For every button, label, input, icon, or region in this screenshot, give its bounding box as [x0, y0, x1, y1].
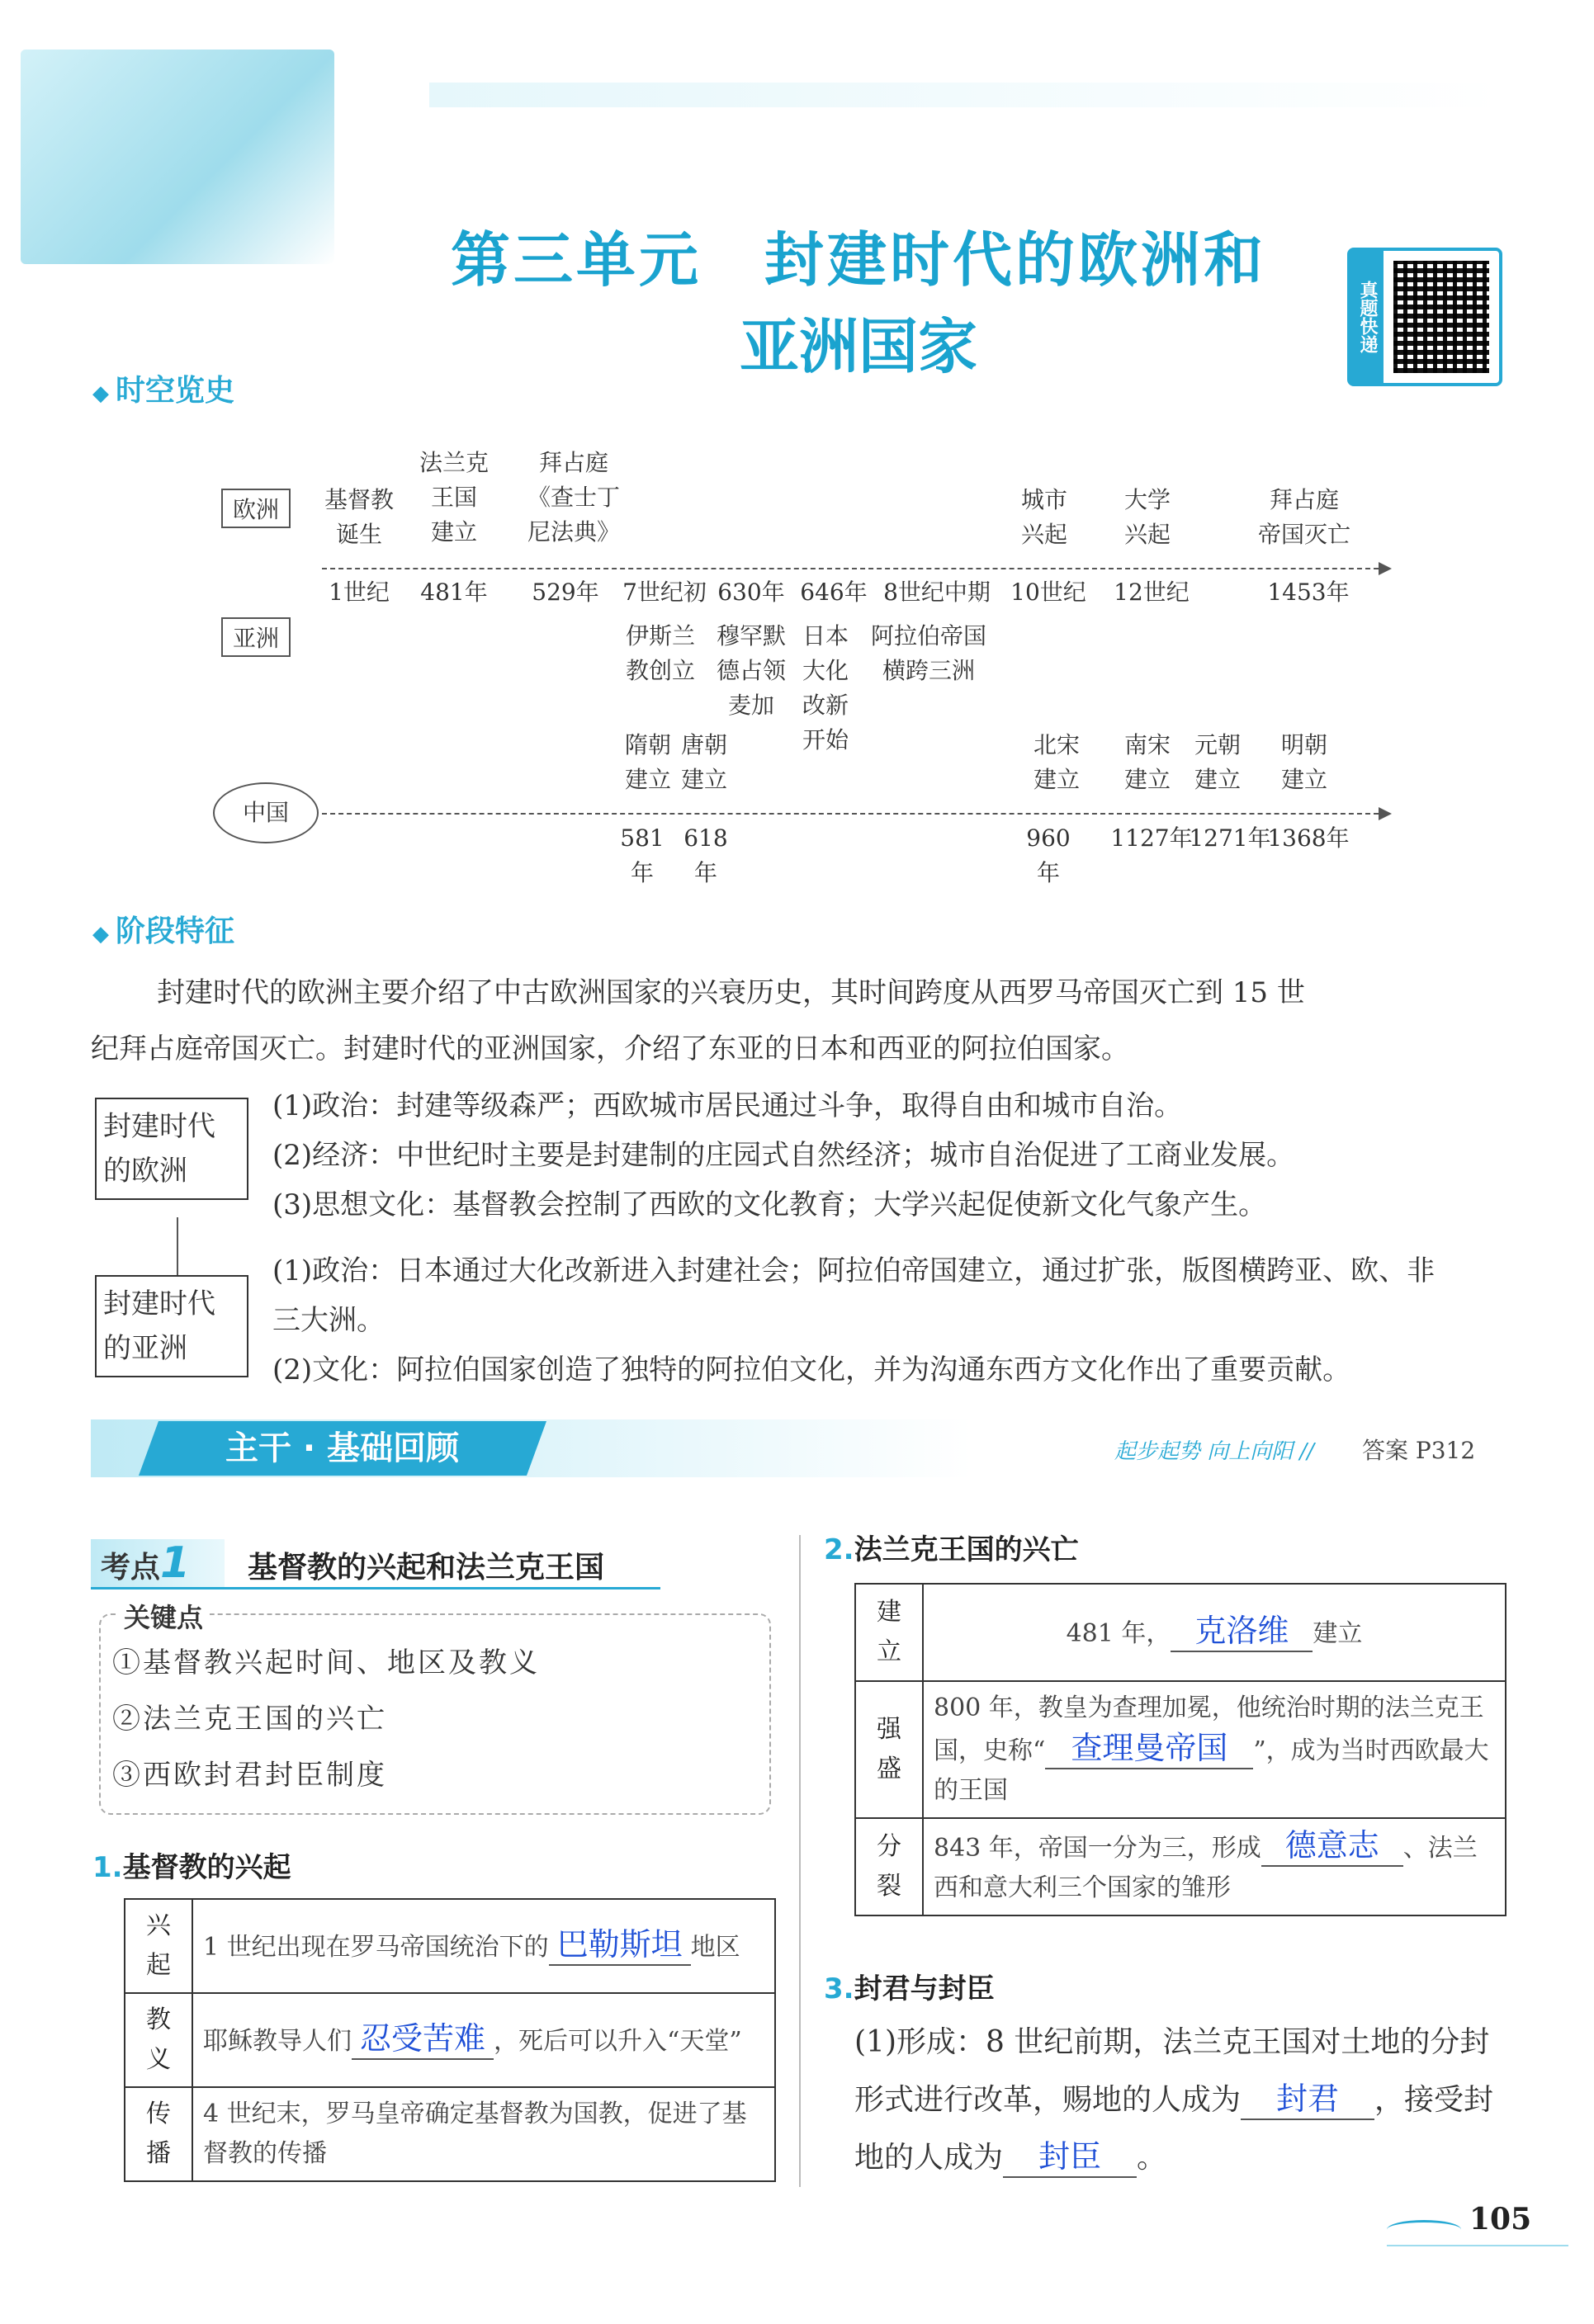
footer-line — [1387, 2245, 1568, 2246]
row-content: 481 年， 克洛维 建立 — [923, 1584, 1506, 1681]
year-529: 529年 — [532, 579, 599, 606]
event-christianity: 基督教 诞生 — [324, 486, 394, 548]
section-heading-features: ◆ 阶段特征 — [92, 914, 235, 948]
asia-feature-list — [272, 1246, 1527, 1395]
unit-title-line2: 亚洲国家 — [739, 311, 977, 381]
region-label-china: 中国 — [213, 782, 319, 843]
christianity-table — [124, 1898, 776, 2182]
key-point-item: ③西欧封君封臣制度 — [112, 1759, 387, 1792]
kaodian-title: 基督教的兴起和法兰克王国 — [248, 1551, 605, 1585]
qr-code-icon — [1393, 261, 1489, 373]
timeline-axis-europe — [322, 568, 1379, 569]
year-8c: 8世纪中期 — [883, 579, 991, 606]
event-frank: 法兰克 王国 建立 — [419, 449, 489, 546]
event-arab-empire: 阿拉伯帝国 横跨三洲 — [870, 622, 986, 684]
event-byzantine-code: 拜占庭 《查士丁 尼法典》 — [527, 449, 620, 546]
table-row — [125, 1899, 775, 1993]
row-content: 800 年，教皇为查理加冕，他统治时期的法兰克王国，史称“ 查理曼帝国 ”，成为当时西欧最大的王国 — [923, 1681, 1506, 1818]
row-label: 兴起 — [125, 1899, 192, 1993]
row-content: 843 年，帝国一分为三，形成 德意志 、法兰西和意大利三个国家的雏形 — [923, 1818, 1506, 1915]
arrow-right-icon — [1379, 807, 1392, 820]
key-points-box — [99, 1602, 771, 1815]
page-number: 105 — [1469, 2202, 1532, 2237]
intro-line-2: 纪拜占庭帝国灭亡。封建时代的亚洲国家，介绍了东亚的日本和西亚的阿拉伯国家。 — [91, 1032, 1129, 1065]
diamond-icon: ◆ — [92, 922, 109, 947]
region-label-asia: 亚洲 — [221, 617, 291, 657]
arrow-right-icon — [1379, 562, 1392, 575]
row-content: 4 世纪末，罗马皇帝确定基督教为国教，促进了基督教的传播 — [192, 2087, 775, 2181]
diamond-icon: ◆ — [92, 381, 109, 406]
subheading-frank: 2.法兰克王国的兴亡 — [824, 1533, 1079, 1566]
box-connector — [177, 1217, 178, 1279]
wave-icon — [1387, 2220, 1461, 2239]
answer-fill[interactable]: 克洛维 — [1171, 1611, 1313, 1652]
row-label: 分裂 — [855, 1818, 923, 1915]
year-1c: 1世纪 — [329, 579, 390, 606]
event-islam: 伊斯兰 教创立 — [625, 622, 695, 684]
column-divider — [799, 1535, 801, 2187]
event-tang: 唐朝 建立 — [680, 731, 727, 793]
event-universities: 大学 兴起 — [1123, 486, 1171, 548]
year-630: 630年 — [717, 579, 785, 606]
timeline-axis-china — [322, 813, 1379, 815]
key-points-title: 关键点 — [117, 1597, 210, 1635]
asia-feature-box: 封建时代 的亚洲 — [95, 1275, 248, 1377]
year-618: 618年 — [683, 824, 728, 886]
row-label: 强盛 — [855, 1681, 923, 1818]
event-mecca: 穆罕默 德占领 麦加 — [716, 622, 786, 719]
event-ming: 明朝 建立 — [1280, 731, 1327, 793]
europe-feature-list — [272, 1081, 1527, 1230]
answer-fill[interactable]: 封臣 — [1003, 2137, 1137, 2178]
qr-code-box[interactable] — [1347, 248, 1502, 386]
year-1368: 1368年 — [1267, 824, 1350, 852]
review-bar-label: 主干 · 基础回顾 — [139, 1421, 546, 1476]
row-label: 教义 — [125, 1993, 192, 2087]
table-row — [855, 1681, 1506, 1818]
year-1453: 1453年 — [1267, 579, 1350, 606]
year-12c: 12世纪 — [1114, 579, 1190, 606]
event-yuan: 元朝 建立 — [1194, 731, 1241, 793]
table-row — [125, 2087, 775, 2181]
year-581: 581年 — [620, 824, 665, 886]
answer-fill[interactable]: 忍受苦难 — [352, 2019, 494, 2060]
year-7c: 7世纪初 — [622, 579, 707, 606]
table-row — [855, 1818, 1506, 1915]
header-banner-image — [21, 50, 334, 264]
row-content: 耶稣教导人们 忍受苦难 ，死后可以升入“天堂” — [192, 1993, 775, 2087]
row-label: 建立 — [855, 1584, 923, 1681]
vassal-paragraph: (1)形成：8 世纪前期，法兰克王国对土地的分封形式进行改革，赐地的人成为 封君 ，接受封地的人成为 封臣 。 — [854, 2014, 1506, 2187]
key-point-item: ①基督教兴起时间、地区及教义 — [112, 1646, 540, 1679]
kaodian-header — [91, 1539, 660, 1589]
year-960: 960年 — [1026, 824, 1071, 886]
row-content: 1 世纪出现在罗马帝国统治下的 巴勒斯坦 地区 — [192, 1899, 775, 1993]
year-646: 646年 — [800, 579, 868, 606]
event-cities: 城市 兴起 — [1020, 486, 1067, 548]
answer-reference: 答案 P312 — [1362, 1437, 1476, 1464]
qr-label: 真题快递 — [1350, 251, 1384, 383]
event-taika: 日本 大化 改新 开始 — [802, 622, 849, 753]
event-south-song: 南宋 建立 — [1123, 731, 1171, 793]
intro-line-1: 封建时代的欧洲主要介绍了中古欧洲国家的兴衰历史，其时间跨度从西罗马帝国灭亡到 15 世 — [157, 976, 1305, 1009]
table-row — [125, 1993, 775, 2087]
europe-feature-box: 封建时代 的欧洲 — [95, 1098, 248, 1200]
key-point-item: ②法兰克王国的兴亡 — [112, 1703, 387, 1736]
row-label: 传播 — [125, 2087, 192, 2181]
header-decoration — [429, 83, 1502, 107]
list-item: (2)经济：中世纪时主要是封建制的庄园式自然经济；城市自治促进了工商业发展。 — [272, 1139, 1295, 1172]
event-north-song: 北宋 建立 — [1033, 731, 1080, 793]
answer-fill[interactable]: 德意志 — [1261, 1826, 1403, 1867]
region-label-europe: 欧洲 — [221, 489, 291, 528]
answer-fill[interactable]: 封君 — [1241, 2079, 1374, 2120]
list-item: (2)文化：阿拉伯国家创造了独特的阿拉伯文化，并为沟通东西方文化作出了重要贡献。 — [272, 1353, 1351, 1386]
year-1271: 1271年 — [1189, 824, 1271, 852]
slogan: 起步起势 向上向阳 // — [1114, 1439, 1315, 1464]
year-1127: 1127年 — [1110, 824, 1193, 852]
year-10c: 10世纪 — [1010, 579, 1086, 606]
list-item: (1)政治：封建等级森严；西欧城市居民通过斗争，取得自由和城市自治。 — [272, 1089, 1183, 1122]
kaodian-tag: 考点1 — [91, 1539, 225, 1587]
list-item: (3)思想文化：基督教会控制了西欧的文化教育；大学兴起促使新文化气象产生。 — [272, 1188, 1267, 1221]
section-heading-timeline: ◆ 时空览史 — [92, 374, 235, 408]
year-481: 481年 — [420, 579, 488, 606]
list-item: (1)政治：日本通过大化改新进入封建社会；阿拉伯帝国建立，通过扩张，版图横跨亚、欧、非 — [272, 1254, 1436, 1287]
table-row — [855, 1584, 1506, 1681]
event-sui: 隋朝 建立 — [624, 731, 671, 793]
frank-table — [854, 1583, 1506, 1916]
subheading-vassal: 3.封君与封臣 — [824, 1972, 995, 2005]
answer-fill[interactable]: 查理曼帝国 — [1045, 1728, 1253, 1769]
event-byzantine-fall: 拜占庭 帝国灭亡 — [1257, 486, 1350, 548]
answer-fill[interactable]: 巴勒斯坦 — [549, 1925, 691, 1966]
list-item: 三大洲。 — [272, 1304, 385, 1337]
unit-title-line1: 第三单元 封建时代的欧洲和 — [450, 224, 1266, 295]
subheading-christianity: 1.基督教的兴起 — [92, 1851, 291, 1884]
